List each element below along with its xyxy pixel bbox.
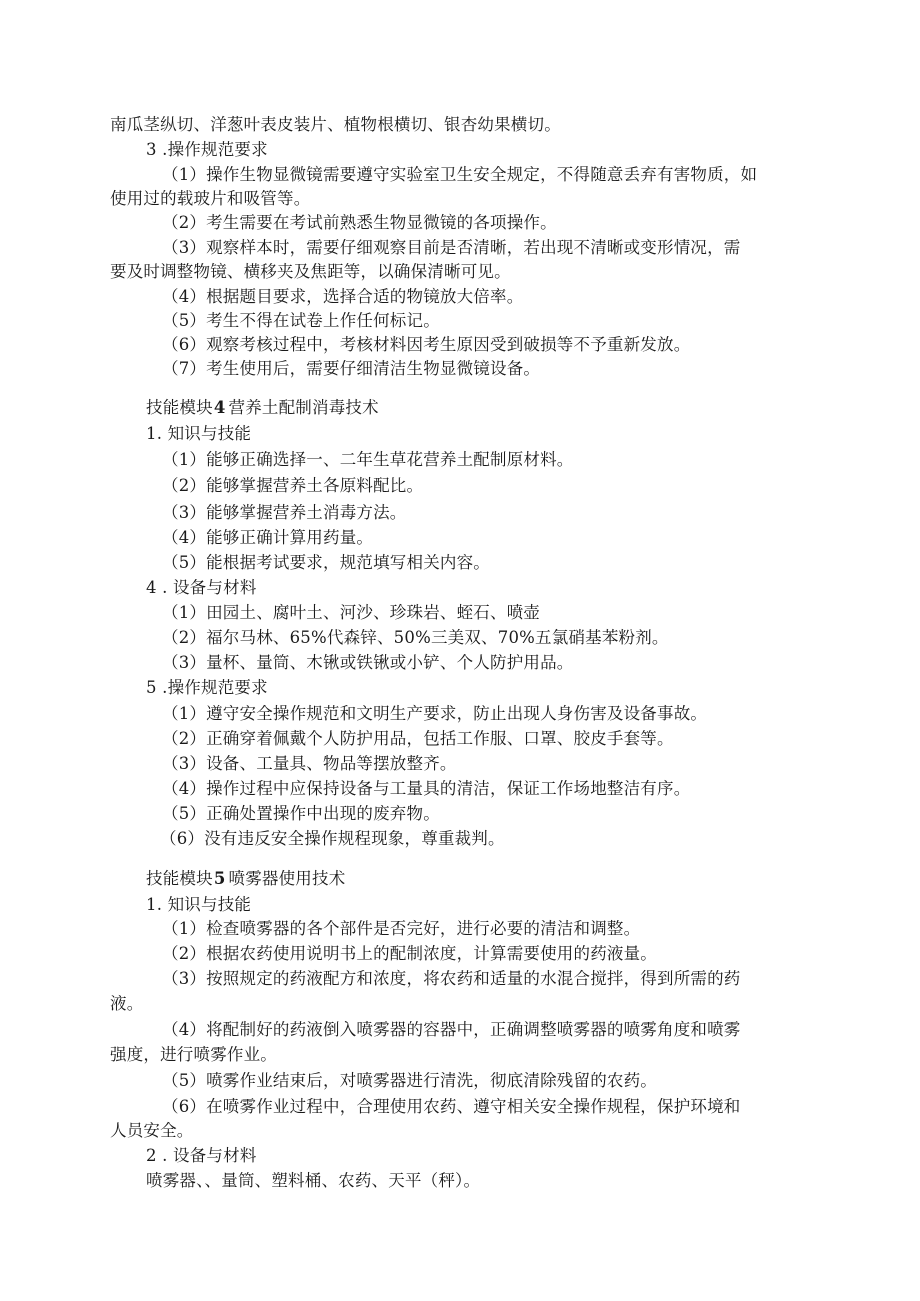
list-item: （6）观察考核过程中，考核材料因考生原因受到破损等不予重新发放。 — [162, 335, 691, 354]
list-item: （5）喷雾作业结束后，对喷雾器进行清洗，彻底清除残留的农药。 — [162, 1071, 657, 1090]
list-item: （2）考生需要在考试前熟悉生物显微镜的各项操作。 — [162, 213, 557, 232]
section-heading: 4 . 设备与材料 — [146, 578, 257, 597]
module-number: 5 — [213, 869, 226, 888]
list-item: （3）观察样本时，需要仔细观察目前是否清晰，若出现不清晰或变形情况，需 — [162, 238, 741, 257]
list-item: （1）检查喷雾器的各个部件是否完好，进行必要的清洁和调整。 — [162, 919, 641, 938]
list-item-continuation: 要及时调整物镜、横移夹及焦距等，以确保清晰可见。 — [110, 262, 511, 281]
list-item: （4）将配制好的药液倒入喷雾器的容器中，正确调整喷雾器的喷雾角度和喷雾 — [162, 1020, 741, 1039]
list-item: （1）操作生物显微镜需要遵守实验室卫生安全规定，不得随意丢弃有害物质，如 — [162, 165, 758, 184]
list-item-continuation: 人员安全。 — [110, 1121, 194, 1140]
module-title-name: 喷雾器使用技术 — [228, 869, 346, 888]
list-item-continuation: 强度，进行喷雾作业。 — [110, 1045, 277, 1064]
list-item: （1）田园土、腐叶土、河沙、珍珠岩、蛭石、喷壶 — [162, 603, 541, 622]
module-title — [146, 868, 345, 890]
module-title-name: 营养土配制消毒技术 — [228, 398, 379, 417]
list-item: （1）能够正确选择一、二年生草花营养土配制原材料。 — [162, 450, 574, 469]
section-heading: 1. 知识与技能 — [146, 895, 252, 914]
list-item: （5）能根据考试要求，规范填写相关内容。 — [162, 553, 490, 572]
list-item: （7）考生使用后，需要仔细清洁生物显微镜设备。 — [162, 359, 541, 378]
list-item: （6）没有违反安全操作规程现象，尊重裁判。 — [160, 829, 505, 848]
list-item: （2）能够掌握营养土各原料配比。 — [162, 476, 424, 495]
module-title-prefix: 技能模块 — [146, 869, 213, 888]
section-heading: 2 . 设备与材料 — [146, 1146, 257, 1165]
list-item: （1）遵守安全操作规范和文明生产要求，防止出现人身伤害及设备事故。 — [162, 704, 708, 723]
list-item-continuation: 使用过的载玻片和吸管等。 — [110, 189, 311, 208]
list-item: （4）操作过程中应保持设备与工量具的清洁，保证工作场地整洁有序。 — [162, 779, 691, 798]
body-text-line: 南瓜茎纵切、洋葱叶表皮装片、植物根横切、银杏幼果横切。 — [110, 115, 561, 134]
module-title-prefix: 技能模块 — [146, 398, 213, 417]
list-item: （2）正确穿着佩戴个人防护用品，包括工作服、口罩、胶皮手套等。 — [162, 729, 674, 748]
list-item: （3）能够掌握营养土消毒方法。 — [162, 503, 407, 522]
section-heading: 1. 知识与技能 — [146, 424, 252, 443]
list-item: （2）根据农药使用说明书上的配制浓度，计算需要使用的药液量。 — [162, 944, 657, 963]
list-item: （4）根据题目要求，选择合适的物镜放大倍率。 — [162, 287, 524, 306]
section-heading: 5 .操作规范要求 — [146, 678, 268, 697]
list-item: （6）在喷雾作业过程中，合理使用农药、遵守相关安全操作规程，保护环境和 — [162, 1097, 741, 1116]
list-item: （3）按照规定的药液配方和浓度，将农药和适量的水混合搅拌，得到所需的药 — [162, 969, 741, 988]
list-item-continuation: 液。 — [110, 994, 144, 1013]
list-item: （2）福尔马林、65%代森锌、50%三美双、70%五氯硝基苯粉剂。 — [162, 628, 669, 647]
list-item: （5）正确处置操作中出现的废弃物。 — [162, 804, 440, 823]
section-heading: 3 .操作规范要求 — [146, 140, 268, 159]
module-number: 4 — [213, 398, 226, 417]
module-title — [146, 397, 379, 419]
list-item: （3）量杯、量筒、木锹或铁锹或小铲、个人防护用品。 — [162, 653, 574, 672]
list-item: （3）设备、工量具、物品等摆放整齐。 — [162, 754, 457, 773]
list-item: （4）能够正确计算用药量。 — [162, 528, 374, 547]
list-item: （5）考生不得在试卷上作任何标记。 — [162, 311, 440, 330]
body-text-line: 喷雾器、、量筒、塑料桶、农药、天平（秤）。 — [146, 1171, 481, 1190]
